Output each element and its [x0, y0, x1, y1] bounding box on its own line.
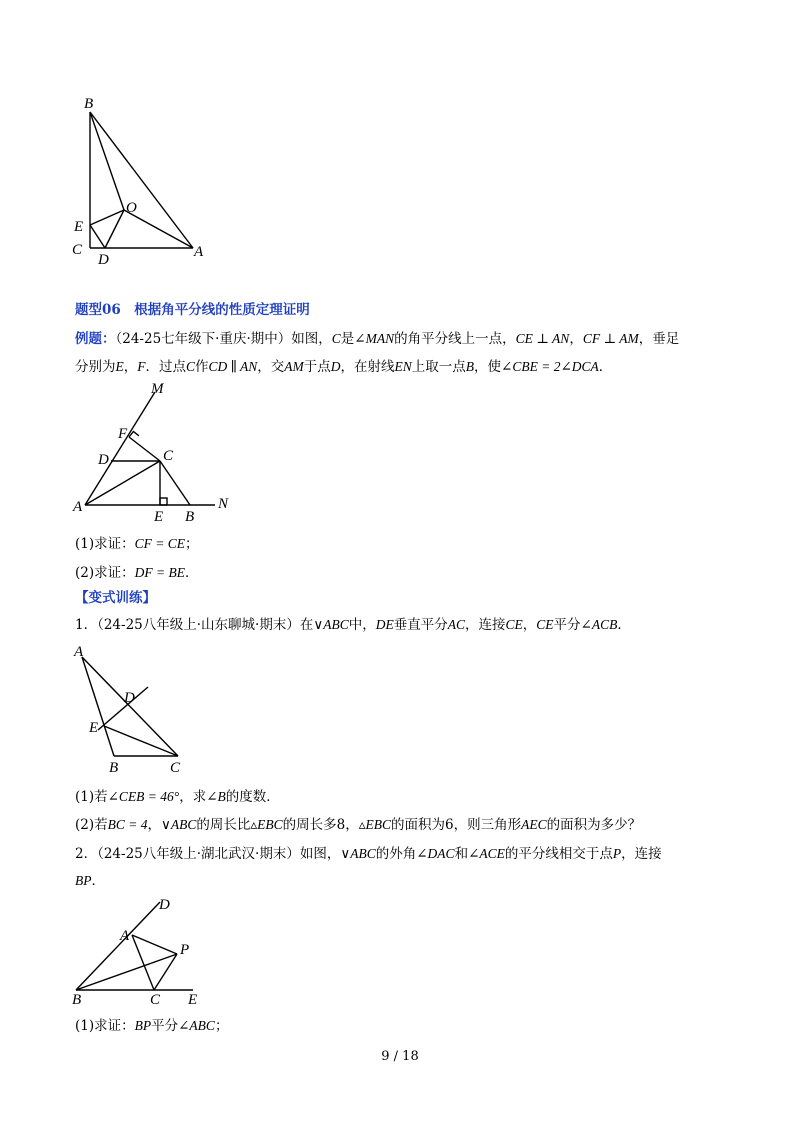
variant-title: 【变式训练】 [75, 590, 156, 606]
example-question-1: (1)求证：CF = CE； [75, 536, 199, 552]
label-B: B [109, 760, 119, 776]
label-A: A [74, 644, 84, 660]
variant-problem-2: 2．（24-25八年级上·湖北武汉·期末）如图，∨ABC的外角∠DAC和∠ACE的平分线相交于点P，连接 [75, 846, 662, 862]
example-label: 例题： [75, 331, 116, 347]
label-A: A [73, 499, 83, 515]
example-question-2: (2)求证：DF = BE． [75, 565, 199, 581]
label-F: F [118, 426, 128, 442]
label-N: N [218, 496, 229, 512]
section-title: 题型06 根据角平分线的性质定理证明 [75, 302, 310, 318]
example-line-1: 例题：（24-25七年级下·重庆·期中）如图，C是∠MAN的角平分线上一点，CE ⊥ AN，CF ⊥ AM，垂足 [75, 331, 680, 347]
label-E: E [89, 720, 99, 736]
label-C: C [72, 242, 83, 258]
example-line-2: 分别为E，F．过点C作CD ∥ AN，交AM于点D，在射线EN上取一点B，使∠CBE = 2∠DCA． [75, 359, 613, 375]
label-E: E [74, 219, 84, 235]
variant-problem-1: 1．（24-25八年级上·山东聊城·期末）在∨ABC中，DE垂直平分AC，连接CE，CE平分∠ACB． [75, 617, 631, 633]
label-E: E [154, 509, 164, 525]
label-B: B [185, 509, 195, 525]
label-B: B [84, 96, 94, 112]
label-D: D [98, 252, 109, 268]
label-D: D [159, 897, 170, 913]
label-O: O [126, 200, 137, 216]
label-C: C [150, 992, 161, 1008]
label-B: B [72, 992, 82, 1008]
label-A: A [120, 928, 130, 944]
label-C: C [163, 448, 174, 464]
label-A: A [194, 244, 204, 260]
figure-2 [60, 382, 250, 527]
figure-3 [60, 640, 200, 780]
variant-2-question-1: (1)求证：BP平分∠ABC； [75, 1018, 229, 1034]
variant-problem-2-line-2: BP． [75, 873, 105, 889]
label-P: P [180, 942, 190, 958]
figure-4 [60, 890, 220, 1015]
variant-1-question-2: (2)若BC = 4，∨ABC的周长比▵EBC的周长多8，▵EBC的面积为6，则三角形AEC的面积为多少？ [75, 817, 642, 833]
label-M: M [151, 381, 164, 397]
label-E: E [188, 992, 198, 1008]
variant-1-question-1: (1)若∠CEB = 46°，求∠B的度数． [75, 789, 280, 805]
page-number: 9 / 18 [381, 1049, 419, 1064]
label-D: D [98, 452, 109, 468]
label-D: D [124, 690, 135, 706]
label-C: C [170, 760, 181, 776]
figure-1 [60, 90, 220, 270]
